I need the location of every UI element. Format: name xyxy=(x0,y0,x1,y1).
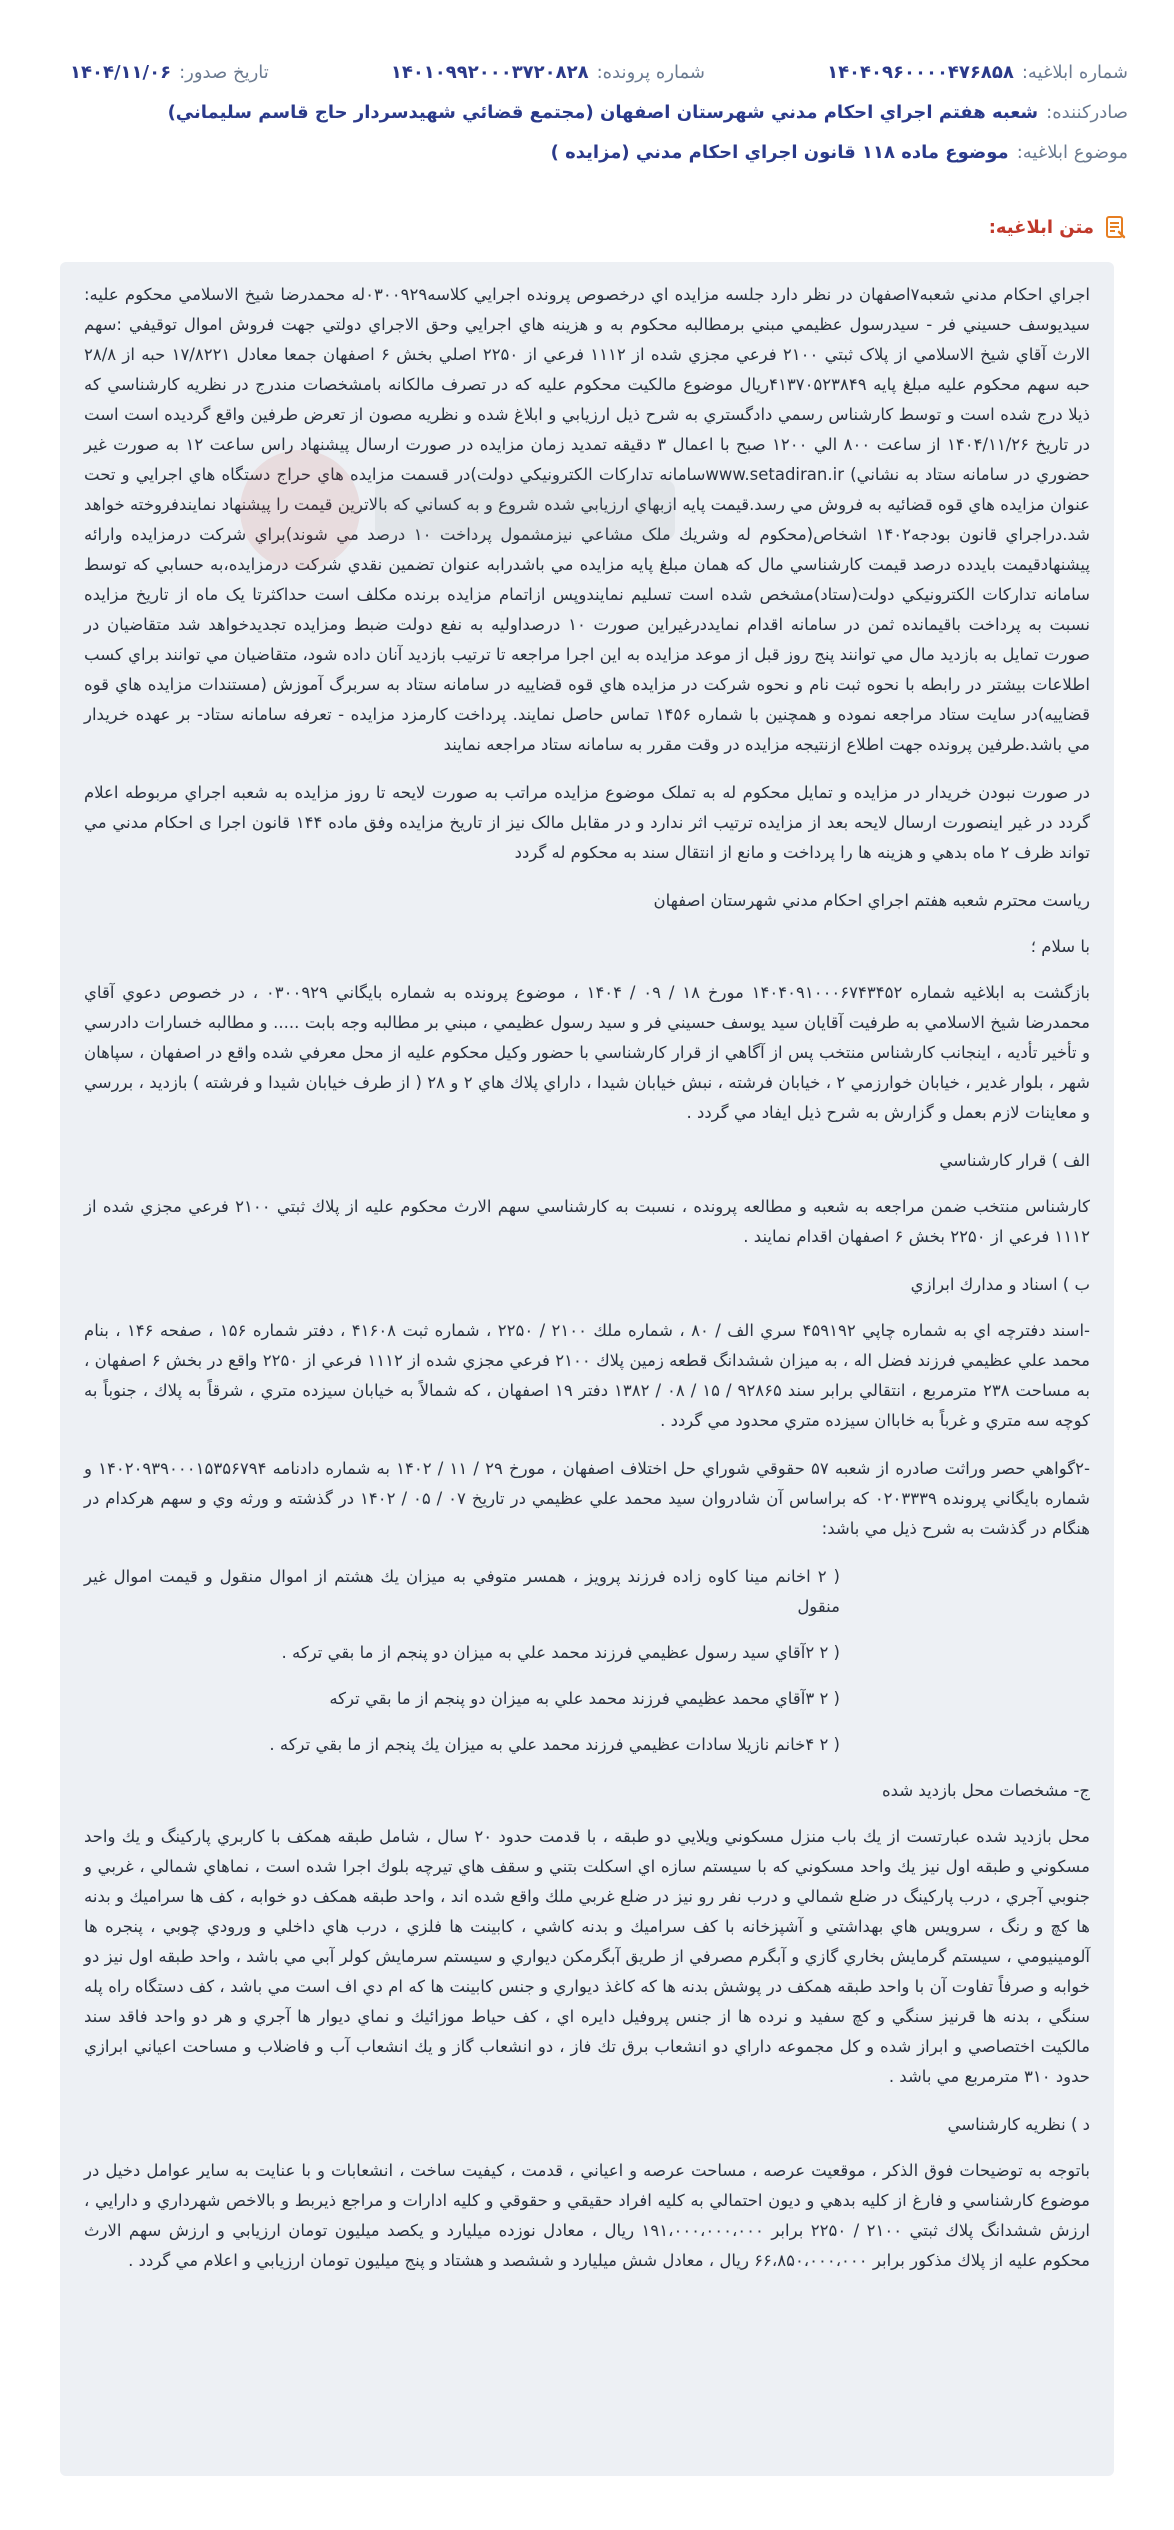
issue-date-value: ۱۴۰۴/۱۱/۰۶ xyxy=(70,61,172,83)
document-icon xyxy=(1102,214,1128,240)
creditor-acquisition-clause: در صورت نبودن خريدار در مزايده و تمايل محكوم له به تملک موضوع مزايده مراتب به صورت لايحه تا روز مزايده به شعبه اجراي مربوطه اعلام گردد در غير اينصورت ارسال لايحه بعد از مزايده ترتيب اثر ندارد و در مقابل مالک نيز از تاريخ مزايده وفق ماده ۱۴۴ قانون اجرا ی احكام مدني مي تواند ظرف ۲ ماه بدهي و هزينه ها را پرداخت و مانع از انتقال سند به محكوم له گردد xyxy=(84,783,1090,862)
section-heading-alef: الف ) قرار كارشناسي xyxy=(939,1151,1090,1170)
issue-date xyxy=(70,62,269,83)
property-description: محل بازديد شده عبارتست از يك باب منزل مسكوني ويلايي دو طبقه ، با قدمت حدود ۲۰ سال ، شامل طبقه همكف با كاربري پاركينگ و يك واحد مسكوني و طبقه اول نيز يك واحد مسكوني كه با سيستم سازه اي اسكلت بتني و سقف هاي تيرچه بلوك اجرا شده است ، نماهاي شمالي ، غربي و جنوبي آجري ، درب پاركينگ در ضلع شمالي و درب نفر رو نيز در ضلع غربي ملك واقع شده اند ، واحد طبقه همكف دو خوابه ، كف ها سراميك و بدنه ها كچ و رنگ ، سرويس هاي بهداشتي و آشپزخانه با كف سراميك و بدنه كاشي ، كابينت ها فلزي ، درب هاي داخلي و ورودي چوبي ، پنجره ها آلومينيومي ، سيستم گرمايش بخاري گازي و آبگرم مصرفي از طريق آبگرمكن ديواري و سيستم سرمايش كولر آبي مي باشد ، واحد طبقه اول نيز دو خوابه و صرفاً تفاوت آن با واحد طبقه همكف در پوشش بدنه ها كه كاغذ ديواري و جنس كابينت ها كه ام دي اف است مي باشد ، كف دستگاه راه پله سنگي ، بدنه ها قرنيز سنگي و كچ سفيد و نرده ها از جنس پروفيل دايره اي ، كف حياط موزائيك و نماي ديوار ها آجري و هر دو واحد فاقد سند مالكيت اختصاصي و ابراز شده و كل مجموعه داراي دو انشعاب برق تك فاز ، دو انشعاب گاز و يك انشعاب آب و فاضلاب و مساحت اعياني ابرازي حدود ۳۱۰ مترمربع مي باشد . xyxy=(84,1827,1090,2086)
subject-label: موضوع ابلاغیه: xyxy=(1016,141,1128,163)
heir-item: ( ۲ ۴خانم نازيلا سادات عظيمي فرزند محمد علي به ميزان يك پنجم از ما بقي تركه . xyxy=(269,1735,840,1754)
section-heading-be: ب ) اسناد و مدارك ابرازي xyxy=(910,1275,1090,1294)
issuer-row xyxy=(70,92,1128,132)
notice-number-value: ۱۴۰۴۰۹۶۰۰۰۰۴۷۶۸۵۸ xyxy=(827,61,1014,83)
case-number xyxy=(391,62,705,83)
expert-assignment: كارشناس منتخب ضمن مراجعه به شعبه و مطالعه پرونده ، نسبت به كارشناسي سهم الارث محكوم عليه از پلاك ثبتي ۲۱۰۰ فرعي مجزي شده از ۱۱۱۲ فرعي از ۲۲۵۰ بخش ۶ اصفهان اقدام نمايند . xyxy=(84,1197,1090,1246)
issuer-value: شعبه هفتم اجراي احكام مدني شهرستان اصفهان (مجتمع قضائي شهيدسردار حاج قاسم سليماني) xyxy=(167,101,1039,123)
inheritance-certificate: -۲گواهي حصر وراثت صادره از شعبه ۵۷ حقوقي شوراي حل اختلاف اصفهان ، مورخ ۲۹ / ۱۱ / ۱۴۰۲ به شماره دادنامه ۱۴۰۲۰۹۳۹۰۰۰۱۵۳۵۶۷۹۴ و شماره بايگاني پرونده ۰۲۰۳۳۳۹ كه براساس آن شادروان سيد محمد علي عظيمي در تاريخ ۰۷ / ۰۵ / ۱۴۰۲ در گذشته و ورثه وي و سهم هركدام در هنگام در گذشت به شرح ذيل مي باشد: xyxy=(84,1459,1090,1538)
notice-number xyxy=(827,62,1128,83)
salutation-greeting: با سلام ؛ xyxy=(1030,937,1090,956)
heir-item: ( ۲ ۳آقاي محمد عظيمي فرزند محمد علي به ميزان دو پنجم از ما بقي تركه xyxy=(329,1689,840,1708)
subject-row xyxy=(70,132,1128,172)
section-heading-jim: ج- مشخصات محل بازديد شده xyxy=(882,1781,1090,1800)
notice-header xyxy=(0,0,1174,172)
title-deed-document: -اسند دفترچه اي به شماره چاپي ۴۵۹۱۹۲ سري الف / ۸۰ ، شماره ملك ۲۱۰۰ / ۲۲۵۰ ، شماره ثبت ۴۱۶۰۸ ، دفتر شماره ۱۵۶ ، صفحه ۱۴۶ ، بنام محمد علي عظيمي فرزند فضل اله ، به ميزان ششدانگ قطعه زمين پلاك ۲۱۰۰ فرعي مجزي شده از ۱۱۱۲ فرعي از ۲۲۵۰ واقع در بخش ۶ اصفهان ، به مساحت ۲۳۸ مترمربع ، انتقالي برابر سند ۹۲۸۶۵ / ۱۵ / ۰۸ / ۱۳۸۲ دفتر ۱۹ اصفهان ، كه شمالاً به خيابان سيزده متري ، شرقاً به پلاك ، جنوباً به كوچه سه متري و غرباً به خاباان سيزده متري محدود مي گردد . xyxy=(84,1321,1091,1430)
expert-report-intro: بازگشت به ابلاغيه شماره ۱۴۰۴۰۹۱۰۰۰۶۷۴۳۴۵۲ مورخ ۱۸ / ۰۹ / ۱۴۰۴ ، موضوع پرونده به شماره بايگاني ۰۳۰۰۹۲۹ ، در خصوص دعوي آقاي محمدرضا شيخ الاسلامي به طرفيت آقايان سيد يوسف حسيني فر و سيد رسول عظيمي ، مبني بر مطالبه وجه بابت ..... و مطالبه خسارات دادرسي و تأخير تأديه ، اينجانب كارشناس منتخب پس از آگاهي از قرار كارشناسي با حضور وكيل محكوم عليه از محل معرفي شده واقع در اصفهان ، سپاهان شهر ، بلوار غدير ، خيابان خوارزمي ۲ ، خيابان فرشته ، نبش خيابان شيدا ، داراي پلاك هاي ۲ و ۲۸ ( از طرف خيابان شيدا و فرشته ) بازديد ، بررسي و معاينات لازم بعمل و گزارش به شرح ذيل ايفاد مي گردد . xyxy=(84,983,1091,1122)
expert-opinion: باتوجه به توضيحات فوق الذكر ، موقعيت عرصه ، مساحت عرصه و اعياني ، قدمت ، كيفيت ساخت ، انشعابات و با عنايت به ساير عوامل دخيل در موضوع كارشناسي و فارغ از كليه بدهي و ديون احتمالي به كليه افراد حقيقي و حقوقي و كليه ادارات و مراجع ذيربط و بالاخص شهرداري و دارايي ، ارزش ششدانگ پلاك ثبتي ۲۱۰۰ / ۲۲۵۰ برابر ۱۹۱،۰۰۰،۰۰۰،۰۰۰ ريال ، معادل نوزده ميليارد و يكصد ميليون تومان ارزيابي و ارزش سهم الارث محكوم عليه از پلاك مذكور برابر ۶۶،۸۵۰،۰۰۰،۰۰۰ ريال ، معادل شش ميليارد و ششصد و هشتاد و پنج ميليون تومان ارزيابي و اعلام مي گردد . xyxy=(84,2161,1090,2270)
heir-item: ( ۲ ۲آقاي سيد رسول عظيمي فرزند محمد علي به ميزان دو پنجم از ما بقي تركه . xyxy=(281,1643,840,1662)
salutation-recipient: رياست محترم شعبه هفتم اجراي احكام مدني شهرستان اصفهان xyxy=(653,891,1090,910)
heir-item: ( ۲ اخانم مينا كاوه زاده فرزند پرويز ، همسر متوفي به ميزان يك هشتم از اموال منقول و قيمت اموال غير منقول xyxy=(84,1567,840,1616)
notice-body xyxy=(60,262,1114,2476)
subject-value: موضوع ماده ۱۱۸ قانون اجراي احكام مدني (مزايده ) xyxy=(550,141,1009,163)
notice-number-label: شماره ابلاغیه: xyxy=(1021,61,1128,83)
case-number-label: شماره پرونده: xyxy=(596,61,706,83)
notice-text-title: متن ابلاغیه: xyxy=(988,216,1094,238)
section-heading-dal: د ) نظريه كارشناسي xyxy=(947,2115,1090,2134)
case-number-value: ۱۴۰۱۰۹۹۲۰۰۰۳۷۲۰۸۲۸ xyxy=(390,61,589,83)
issuer-label: صادرکننده: xyxy=(1046,101,1128,123)
issue-date-label: تاریخ صدور: xyxy=(179,61,269,83)
notice-text-heading xyxy=(0,210,1128,244)
auction-announcement: اجراي احكام مدني شعبه۷اصفهان در نظر دارد جلسه مزايده اي درخصوص پرونده اجرايي كلاسه۰۳۰۰۹۲۹له محمدرضا شيخ الاسلامي محكوم عليه: سيديوسف حسيني فر - سيدرسول عظيمي مبني برمطالبه محكوم به و هزينه هاي اجرايي وحق الاجراي دولتي جهت فروش اموال توقيفي :سهم الارث آقاي شيخ الاسلامي از پلاک ثبتي ۲۱۰۰ فرعي مجزي شده از ۱۱۱۲ فرعي از ۲۲۵۰ اصلي بخش ۶ اصفهان جمعا معادل ۱۷/۸۲۲۱ حبه از ۲۸/۸ حبه سهم محكوم عليه مبلغ پايه ۴۱۳۷۰۵۲۳۸۴۹ريال موضوع مالكيت محكوم عليه كه در تصرف مالكانه بامشخصات مندرج در نظريه كارشناسي كه ذيلا درج شده است و توسط كارشناس رسمي دادگستري به شرح ذيل ارزيابي و ابلاغ شده و نظريه مصون از تعرض طرفين واقع گرديده است است در تاريخ ۱۴۰۴/۱۱/۲۶ از ساعت ۸۰۰ الي ۱۲۰۰ صبح با اعمال ۳ دقيقه تمديد زمان مزايده در صورت ارسال پيشنهاد راس ساعت ۱۲ به صورت غير حضوري در سامانه ستاد به نشاني) www.setadiran.irسامانه تداركات الكترونيكي دولت)در قسمت مزايده هاي حراج دستگاه هاي اجرايي و تحت عنوان مزايده هاي قوه قضائيه به فروش مي رسد.قيمت پايه ازبهاي ارزيابي شده شروع و به كساني كه بالاترين قيمت را پيشنهاد نمايندفروخته خواهد شد.دراجراي قانون بودجه۱۴۰۲ اشخاص(محكوم له وشريك ملک مشاعي نيزمشمول پرداخت ۱۰ درصد مي شوند)براي شركت درمزايده وارائه پيشنهادقيمت بايدده درصد قيمت كارشناسي مال كه همان مبلغ پايه مزايده مي باشدرابه عنوان تضمين نقدي شركت درمزايده،به حسابي كه توسط سامانه تداركات الكترونيكي دولت(ستاد)مشخص شده است تسليم نمايندوپس ازاتمام مزايده برنده مكلف است حداكثرتا يک ماه از تاريخ مزايده نسبت به پرداخت باقيمانده ثمن در سامانه اقدام نمايددرغيراين صورت ۱۰ درصداوليه به نفع دولت ضبط ومزايده تجديدخواهد شد متقاضيان در صورت تمايل به بازديد مال مي توانند پنج روز قبل از موعد مزايده به اين اجرا مراجعه تا ترتيب بازديد آنان داده شود، متقاضيان مي توانند براي كسب اطلاعات بيشتر در رابطه با نحوه ثبت نام و نحوه شركت در مزايده هاي قوه قضاييه در سامانه ستاد به سربرگ آموزش (مستندات مزايده هاي قوه قضاييه)در سايت ستاد مراجعه نموده و همچنين با شماره ۱۴۵۶ تماس حاصل نمايند. پرداخت كارمزد مزايده - تعرفه سامانه ستاد- بر عهده خريدار مي باشد.طرفين پرونده جهت اطلاع ازنتيجه مزايده در وقت مقرر به سامانه ستاد مراجعه نمايند xyxy=(84,285,1091,754)
header-meta-row xyxy=(70,52,1128,92)
